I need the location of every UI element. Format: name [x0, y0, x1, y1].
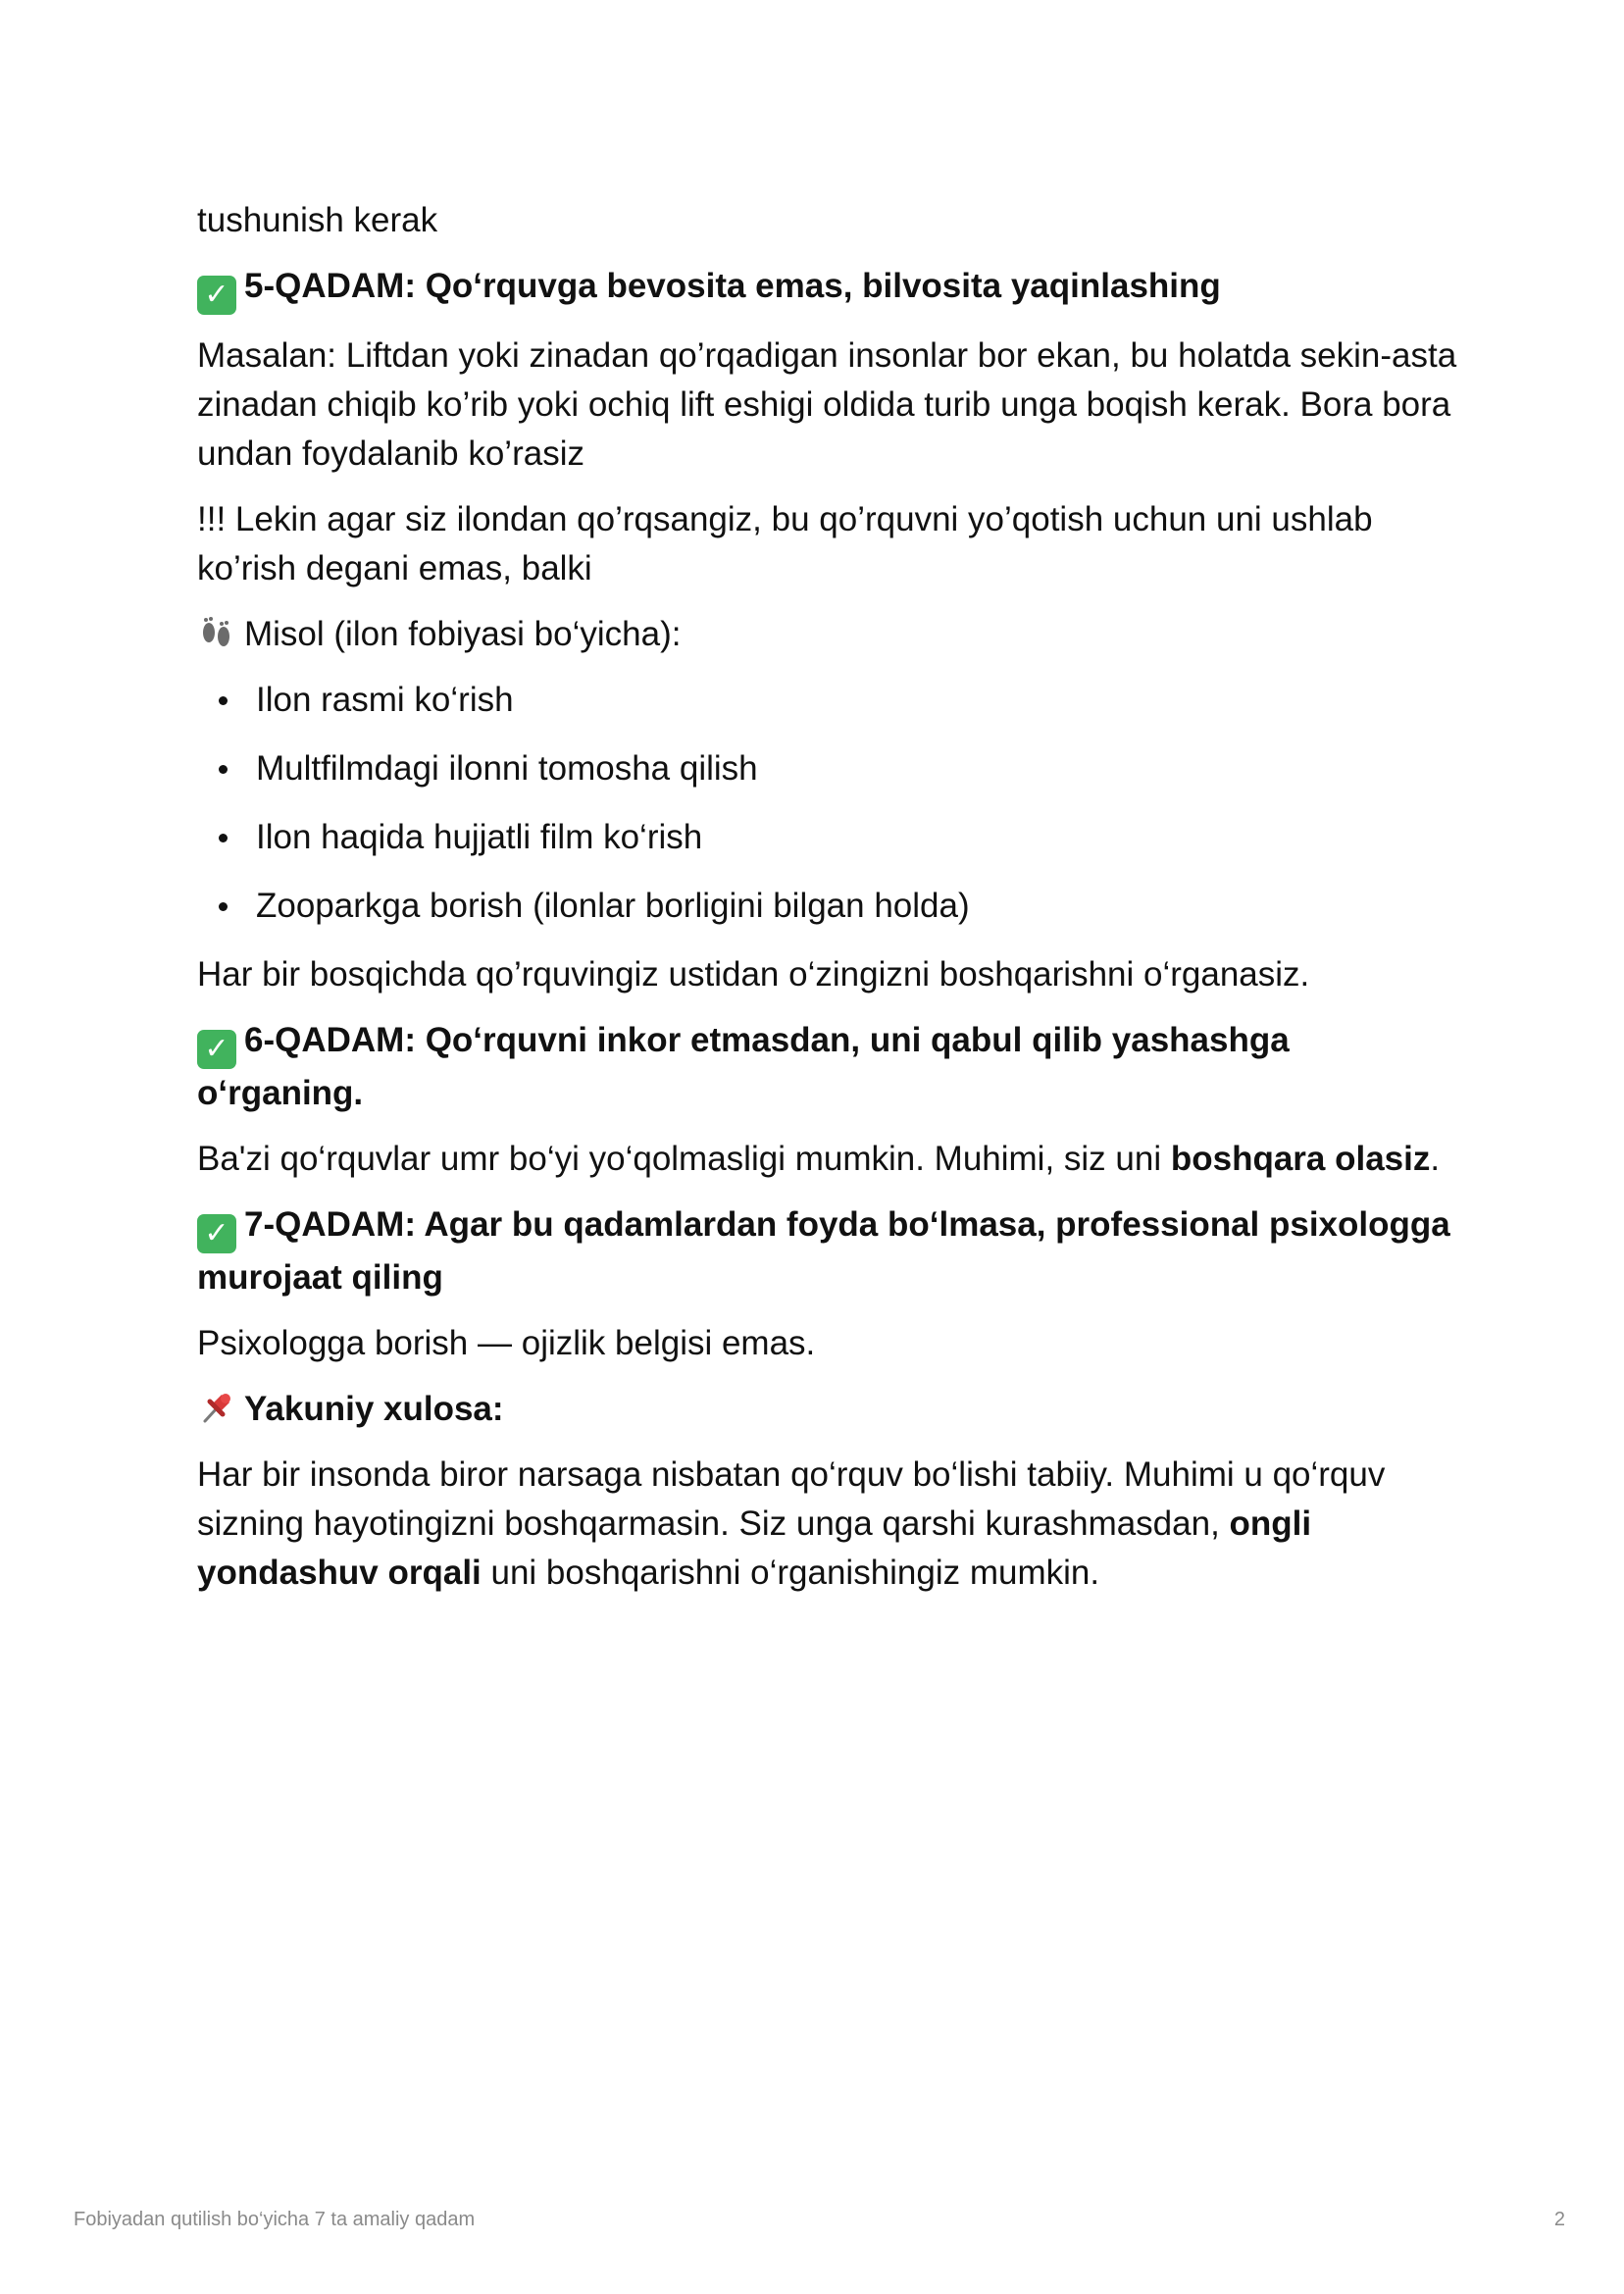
step6-heading — [197, 1016, 1462, 1118]
step5-heading-text: 5-QADAM: Qo‘rquvga bevosita emas, bilvosita yaqinlashing — [244, 267, 1221, 305]
conclusion-text: Har bir insonda biror narsaga nisbatan qo‘rquv bo‘lishi tabiiy. Muhimi u qo‘rquv sizning hayotingizni boshqarmasin. Siz unga qarshi kurashmasdan, — [197, 1455, 1386, 1543]
step5-paragraph-3: Har bir bosqichda qo’rquvingiz ustidan o‘zingizni boshqarishni o‘rganasiz. — [197, 955, 1310, 994]
step5-paragraph-1: Masalan: Liftdan yoki zinadan qo’rqadigan insonlar bor ekan, bu holatda sekin-asta zinadan chiqib ko’rib yoki ochiq lift eshigi oldida turib unga boqish kerak. Bora bora undan foydalanib ko’rasiz — [197, 336, 1457, 473]
pushpin-icon — [197, 1388, 236, 1427]
check-mark-icon: ✓ — [197, 1030, 236, 1069]
page-number: 2 — [1553, 2209, 1565, 2230]
step6-heading-text: 6-QADAM: Qo‘rquvni inkor etmasdan, uni qabul qilib yashashga o‘rganing. — [197, 1021, 1290, 1112]
conclusion-bold-text: ongli yondashuv orqali — [197, 1504, 1312, 1592]
check-mark-icon: ✓ — [197, 276, 236, 315]
step6-text: Ba'zi qo‘rquvlar umr bo‘yi yo‘qolmasligi mumkin. Muhimi, siz uni — [197, 1140, 1171, 1178]
footer-title: Fobiyadan qutilish bo‘yicha 7 ta amaliy qadam — [74, 2209, 476, 2230]
example-label — [197, 610, 1462, 659]
check-mark-icon: ✓ — [197, 1214, 236, 1253]
step5-heading — [197, 262, 1462, 315]
step6-text-end: . — [1430, 1140, 1441, 1178]
example-label-text: Misol (ilon fobiyasi bo‘yicha): — [244, 615, 682, 653]
footprints-icon — [197, 613, 236, 652]
conclusion-heading — [197, 1385, 1462, 1434]
paragraph-continuation: tushunish kerak — [197, 201, 438, 239]
step7-heading-text: 7-QADAM: Agar bu qadamlardan foyda bo‘lmasa, professional psixologga murojaat qiling — [197, 1205, 1450, 1297]
list-item: Multfilmdagi ilonni tomosha qilish — [197, 744, 1462, 793]
document-body — [197, 196, 1462, 1614]
conclusion-text-end: uni boshqarishni o‘rganishingiz mumkin. — [481, 1554, 1100, 1592]
example-list — [197, 676, 1462, 931]
conclusion-heading-text: Yakuniy xulosa: — [244, 1390, 504, 1428]
step6-bold-text: boshqara olasiz — [1170, 1140, 1431, 1178]
conclusion-paragraph — [197, 1451, 1462, 1598]
step7-paragraph: Psixologga borish — ojizlik belgisi emas. — [197, 1324, 816, 1362]
list-item: Ilon rasmi ko‘rish — [197, 676, 1462, 725]
step5-paragraph-2: !!! Lekin agar siz ilondan qo’rqsangiz, bu qo’rquvni yo’qotish uchun uni ushlab ko’rish degani emas, balki — [197, 500, 1373, 587]
list-item: Ilon haqida hujjatli film ko‘rish — [197, 813, 1462, 862]
step7-heading — [197, 1200, 1462, 1302]
list-item: Zooparkga borish (ilonlar borligini bilgan holda) — [197, 882, 1462, 931]
step6-paragraph — [197, 1135, 1462, 1184]
